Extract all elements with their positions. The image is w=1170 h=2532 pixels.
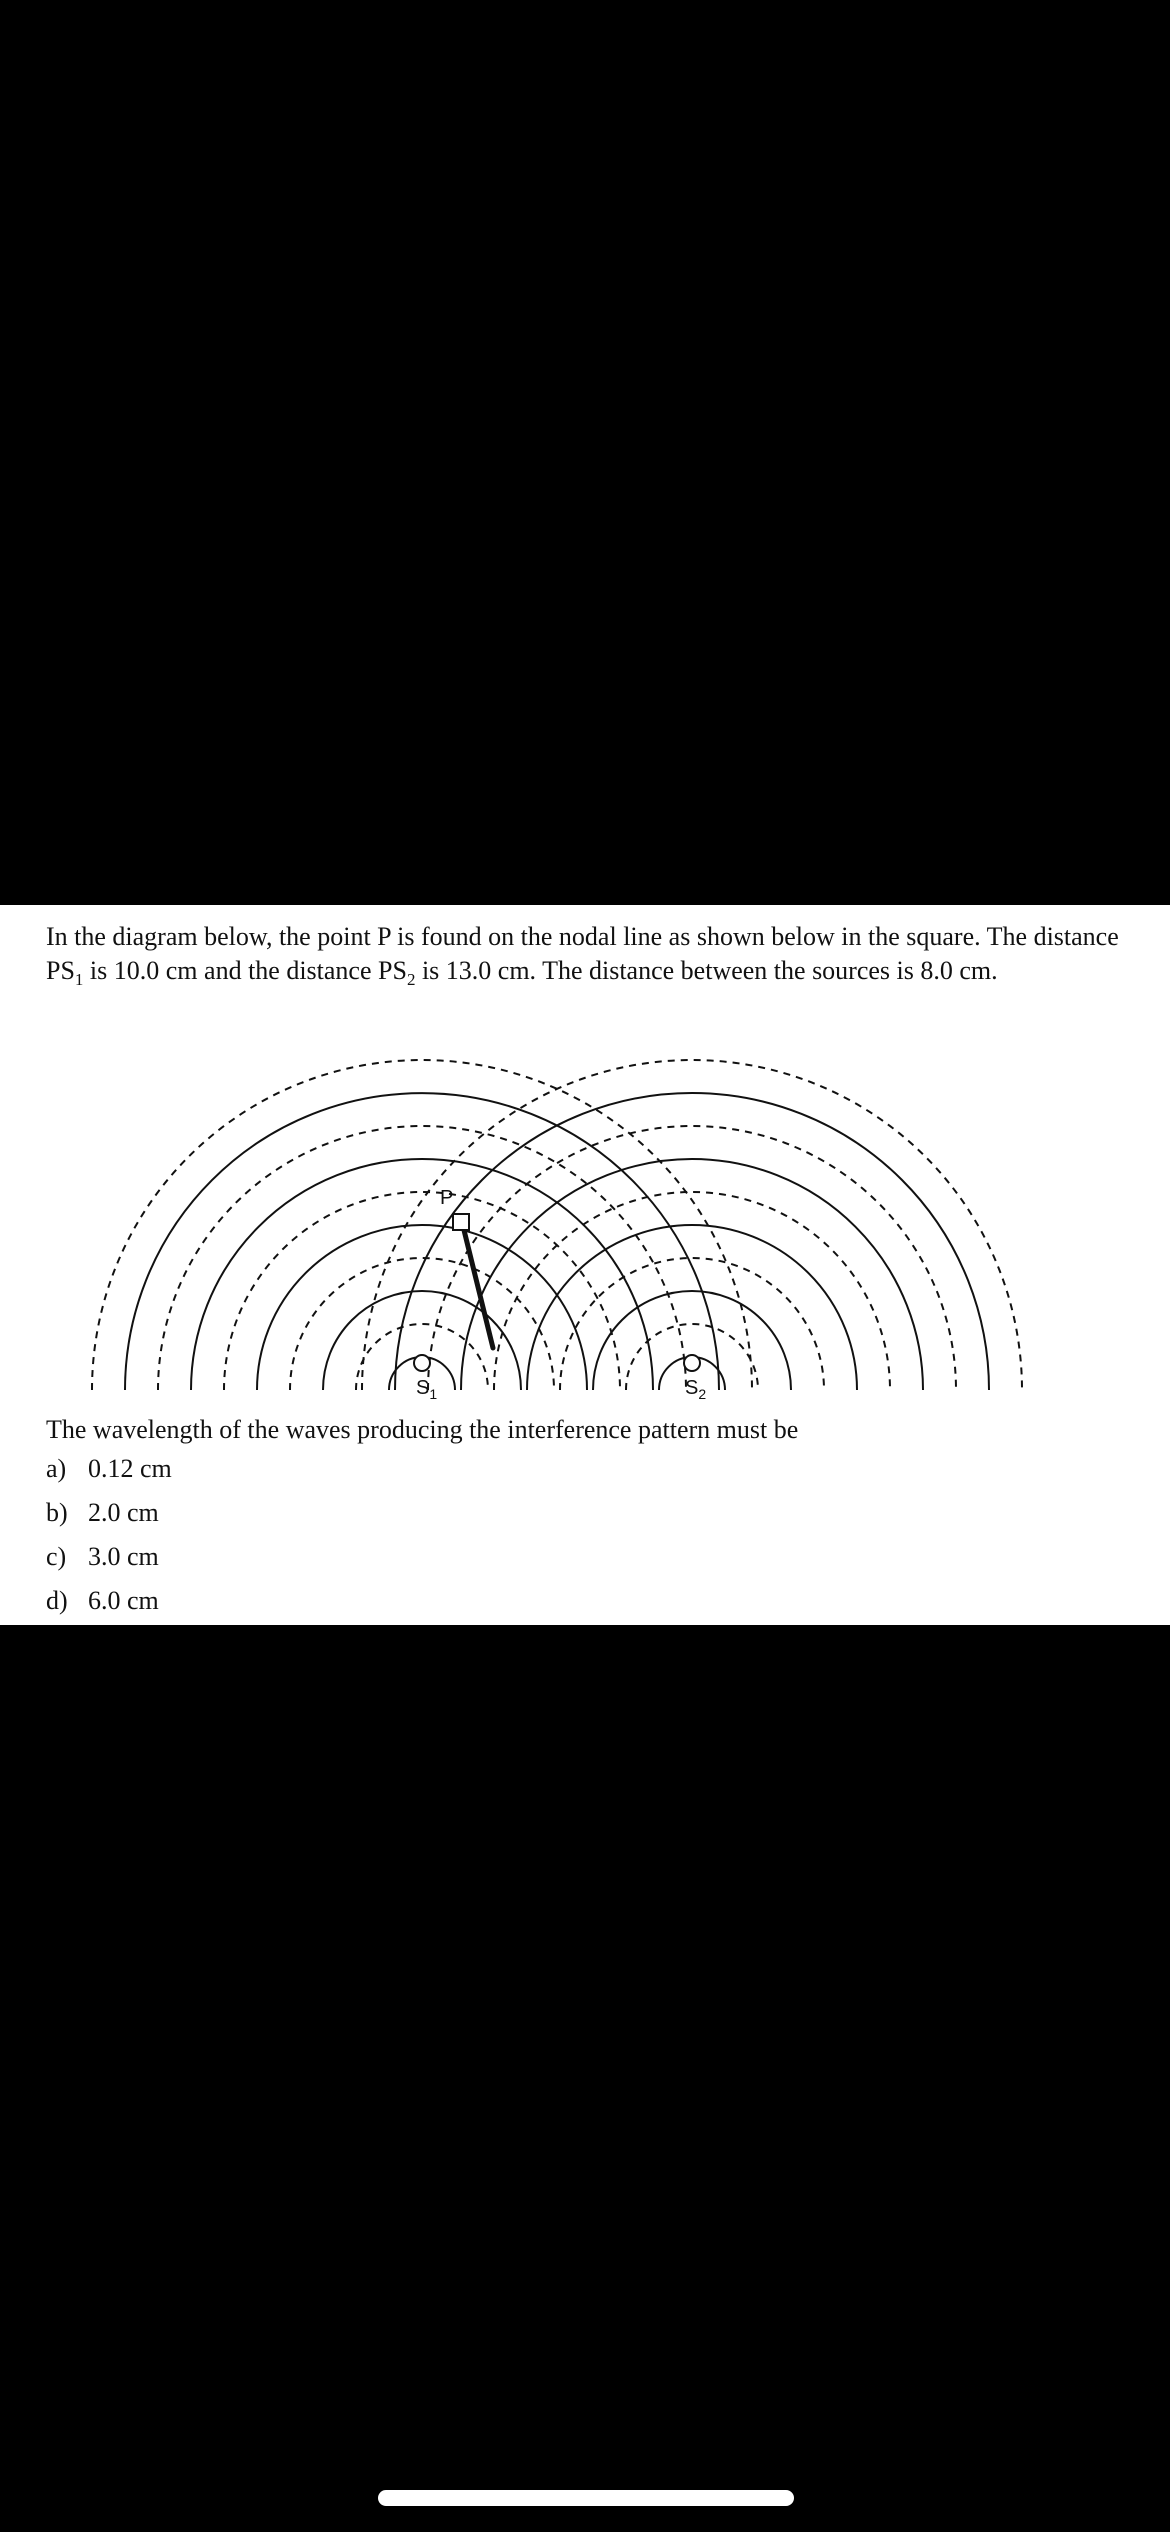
option-text: 6.0 cm [88,1586,159,1615]
option-b[interactable] [46,1496,159,1530]
interference-diagram [80,1040,1040,1400]
option-d[interactable] [46,1584,159,1618]
subscript-1: 1 [74,970,84,990]
wavefront-arc [593,1291,791,1390]
option-letter: d) [46,1586,68,1615]
option-letter: a) [46,1454,67,1483]
subscript-2: 2 [406,970,416,990]
option-text: 0.12 cm [88,1454,172,1483]
source-1 [414,1355,430,1371]
point-p-square [453,1214,469,1230]
nodal-line [462,1222,493,1348]
question-text-part: is 10.0 cm and the distance PS [83,956,407,985]
wavefronts [92,1060,1022,1390]
source-2-label: $S_2$ [685,1377,707,1400]
question-text [46,920,1161,988]
question-text-part: is 13.0 cm. The distance between the sources is 8.0 cm. [415,956,998,985]
home-indicator[interactable] [378,2490,794,2506]
wavefront-arc [158,1126,686,1390]
source-1-label: $S_1$ [416,1377,438,1400]
option-a[interactable] [46,1452,172,1486]
wavefront-arc [395,1093,989,1390]
source-2 [684,1355,700,1371]
wavefront-arc [428,1126,956,1390]
point-p-label: P [440,1187,454,1209]
option-text: 2.0 cm [88,1498,159,1527]
question-text-part: In the diagram below, the point P is found on the nodal line as shown below in the square. The distance PS [46,922,1119,985]
option-text: 3.0 cm [88,1542,159,1571]
wavefront-arc [125,1093,719,1390]
prompt-text: The wavelength of the waves producing the interference pattern must be [46,1415,799,1444]
option-c[interactable] [46,1540,159,1574]
question-card [0,905,1170,1625]
option-letter: b) [46,1498,68,1527]
option-letter: c) [46,1542,67,1571]
